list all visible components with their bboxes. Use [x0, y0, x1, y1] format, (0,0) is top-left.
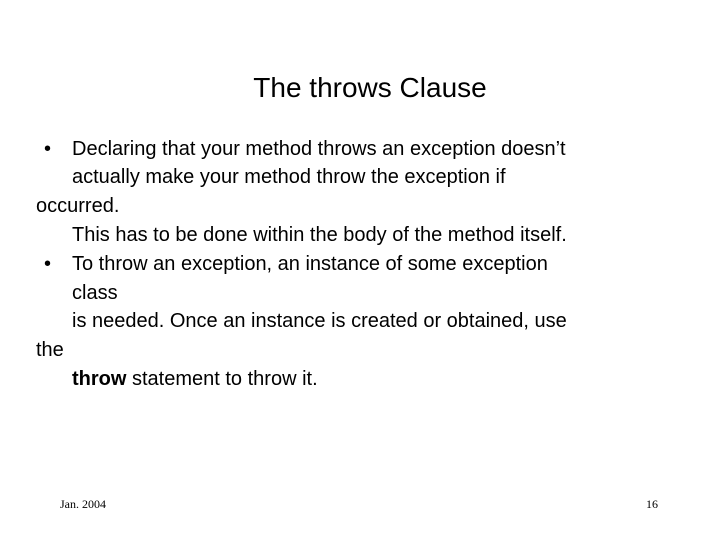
bullet-text-line — [72, 366, 318, 392]
bullet-text-line: This has to be done within the body of the method itself. — [72, 224, 567, 246]
footer-date: Jan. 2004 — [60, 497, 106, 511]
keyword-trailing-text: statement to throw it. — [126, 368, 318, 390]
bullet-text-line: To throw an exception, an instance of some exception — [72, 253, 548, 275]
bullet-text-line: the — [36, 339, 64, 361]
bullet-text-line: occurred. — [36, 195, 120, 217]
page-number: 16 — [646, 497, 658, 511]
bullet-marker: • — [44, 138, 52, 160]
bullet-text-line: actually make your method throw the exception if — [72, 166, 506, 188]
throw-keyword: throw — [72, 368, 127, 390]
bullet-text-line: class — [72, 282, 118, 304]
bullet-marker: • — [44, 253, 52, 275]
bullet-text-line: Declaring that your method throws an exception doesn’t — [72, 138, 566, 160]
bullet-text-line: is needed. Once an instance is created or obtained, use — [72, 310, 567, 332]
slide-title: The throws Clause — [253, 72, 487, 103]
